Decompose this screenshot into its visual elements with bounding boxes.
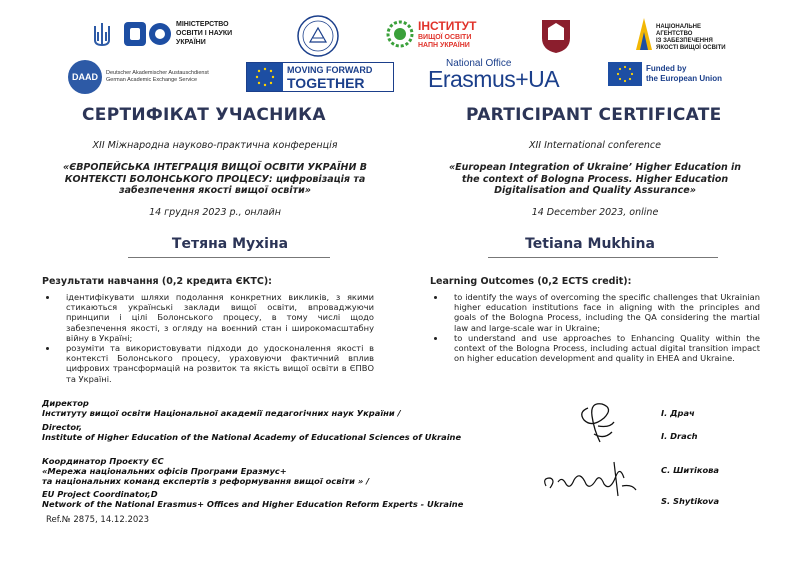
- conference-topic-ua: [30, 162, 400, 197]
- director-org-en: Institute of Higher Education of the National Academy of Educational Sciences of Ukraine: [42, 432, 462, 442]
- participant-name-ua: Тетяна Мухіна: [171, 236, 289, 252]
- daad-text-line: German Academic Exchange Service: [106, 77, 198, 83]
- coordinator-name-ua: С. Шитікова: [661, 465, 720, 475]
- eu-funded-text: [646, 64, 722, 84]
- topic-line: Digitalisation and Quality Assurance»: [494, 185, 696, 196]
- erasmus-office-label: National Office: [446, 58, 512, 69]
- director-title-ua: Директор: [42, 398, 89, 408]
- learning-outcomes-list-en: [430, 292, 760, 363]
- director-name-ua: І. Драч: [661, 408, 695, 418]
- learning-outcomes-list-ua: [42, 292, 374, 384]
- eu-text-line: Funded by: [646, 64, 687, 73]
- coordinator-block: [42, 456, 562, 509]
- eu-flag-icon: [247, 63, 283, 91]
- coordinator-title-ua: Координатор Проєкту ЄС: [42, 456, 164, 466]
- eu-flag-icon: [608, 62, 642, 86]
- daad-logo-icon: DAAD: [68, 60, 102, 94]
- naqa-logo-text: [656, 24, 726, 52]
- list-item: • розуміти та використовувати підходи до удосконалення якості в контексті Болонського процесу, ураховуючи фактичний вплив цифрових трансформацій на розвиток та якість вищої освіти в ЄПВО та Україні.: [58, 343, 374, 384]
- institute-logo-subtitle: [418, 34, 471, 50]
- ministry-logo-text: [176, 20, 232, 47]
- academy-seal-icon: [296, 14, 340, 58]
- erasmus-logo-text: Erasmus+UA: [428, 66, 560, 92]
- list-item: • to identify the ways of overcoming the specific challenges that Ukrainian higher education institutions face in aligning with the principles and goals of the Bologna Process, including the QA considering the martial law and large-scale war in Ukraine;: [446, 292, 760, 333]
- eu-text-line: the European Union: [646, 74, 722, 83]
- participant-name-en: Tetiana Mukhina: [525, 236, 655, 252]
- coordinator-org-ua: «Мережа національних офісів Програми Еразмус+: [42, 466, 287, 476]
- mft-line-2: TOGETHER: [287, 75, 365, 91]
- name-underline: [488, 257, 718, 258]
- conference-label-ua: XII Міжнародна науково-практична конференція: [92, 140, 338, 151]
- coordinator-signature-icon: [540, 456, 640, 500]
- coordinator-org-ua: та національних команд експертів з реформування вищої освіти » /: [42, 476, 370, 486]
- director-org-ua: Інституту вищої освіти Національної академії педагогічних наук України /: [42, 408, 401, 418]
- reference-number: Ref.№ 2875, 14.12.2023: [46, 515, 150, 525]
- mft-line-1: MOVING FORWARD: [287, 65, 373, 75]
- institute-sub-line: ВИЩОЇ ОСВІТИ: [418, 34, 472, 41]
- institute-sub-line: НАПН УКРАЇНИ: [418, 42, 470, 49]
- director-name-en: I. Drach: [661, 431, 698, 441]
- coordinator-title-en: EU Project Coordinator,D: [42, 489, 158, 499]
- university-crest-icon: [540, 16, 572, 54]
- moving-forward-together-logo: [246, 62, 394, 92]
- ministry-logo-icon: [124, 22, 172, 46]
- learning-outcomes-heading-en: Learning Outcomes (0,2 ECTS credit):: [430, 276, 632, 287]
- institute-logo-title: ІНСТИТУТ: [418, 19, 477, 33]
- conference-topic-en: [410, 162, 780, 197]
- coordinator-name-en: S. Shytikova: [661, 496, 720, 506]
- naqa-text-line: НАЦІОНАЛЬНЕ: [656, 24, 701, 30]
- topic-line: забезпечення якості вищої освіти»: [119, 185, 311, 196]
- institute-logo-icon: [386, 20, 414, 48]
- naqa-text-line: ІЗ ЗАБЕЗПЕЧЕННЯ: [656, 38, 713, 44]
- naqa-text-line: ЯКОСТІ ВИЩОЇ ОСВІТИ: [656, 45, 726, 51]
- daad-text-line: Deutscher Akademischer Austauschdienst: [106, 70, 209, 76]
- conference-label-en: XII International conference: [528, 140, 662, 151]
- ministry-text-line: УКРАЇНИ: [176, 39, 206, 46]
- naqa-logo-icon: [632, 14, 656, 54]
- topic-line: the context of Bologna Process. Higher Education: [461, 173, 729, 185]
- topic-line: «ЄВРОПЕЙСЬКА ІНТЕГРАЦІЯ ВИЩОЇ ОСВІТИ УКРАЇНИ В: [63, 162, 367, 173]
- director-title-en: Director,: [42, 422, 83, 432]
- certificate-title-ua: СЕРТИФІКАТ УЧАСНИКА: [82, 105, 326, 125]
- conference-date-en: 14 December 2023, online: [531, 207, 659, 218]
- topic-line: КОНТЕКСТІ БОЛОНСЬКОГО ПРОЦЕСУ: цифровізація та: [64, 173, 366, 185]
- coordinator-org-en: Network of the National Erasmus+ Offices and Higher Education Reform Experts - Ukraine: [42, 499, 464, 509]
- name-underline: [128, 257, 330, 258]
- director-block: [42, 398, 562, 442]
- ministry-text-line: ОСВІТИ І НАУКИ: [176, 30, 233, 37]
- director-signature-icon: [574, 398, 622, 450]
- certificate-title-en: PARTICIPANT CERTIFICATE: [466, 105, 722, 125]
- learning-outcomes-heading-ua: Результати навчання (0,2 кредита ЄКТС):: [42, 276, 272, 287]
- ukraine-trident-icon: [92, 22, 112, 48]
- conference-date-ua: 14 грудня 2023 р., онлайн: [149, 207, 281, 218]
- list-item: • to understand and use approaches to Enhancing Quality within the context of the Bologna Process, including actual digital transition impact on higher education development and quality in EHEA and Ukraine.: [446, 333, 760, 364]
- naqa-text-line: АГЕНТСТВО: [656, 31, 693, 37]
- ministry-text-line: МІНІСТЕРСТВО: [176, 21, 229, 28]
- list-item: • ідентифікувати шляхи подолання конкретних викликів, з якими стикаються українські заклади вищої освіти, впроваджуючи принципи і цілі Болонського процесу, в тому числі щодо забезпечення якості, з огляду на воєнний стан і широкомасштабну війну в Україні;: [58, 292, 374, 343]
- topic-line: «European Integration of Ukraine’ Higher Education in: [448, 162, 742, 173]
- daad-logo-text: [106, 70, 209, 84]
